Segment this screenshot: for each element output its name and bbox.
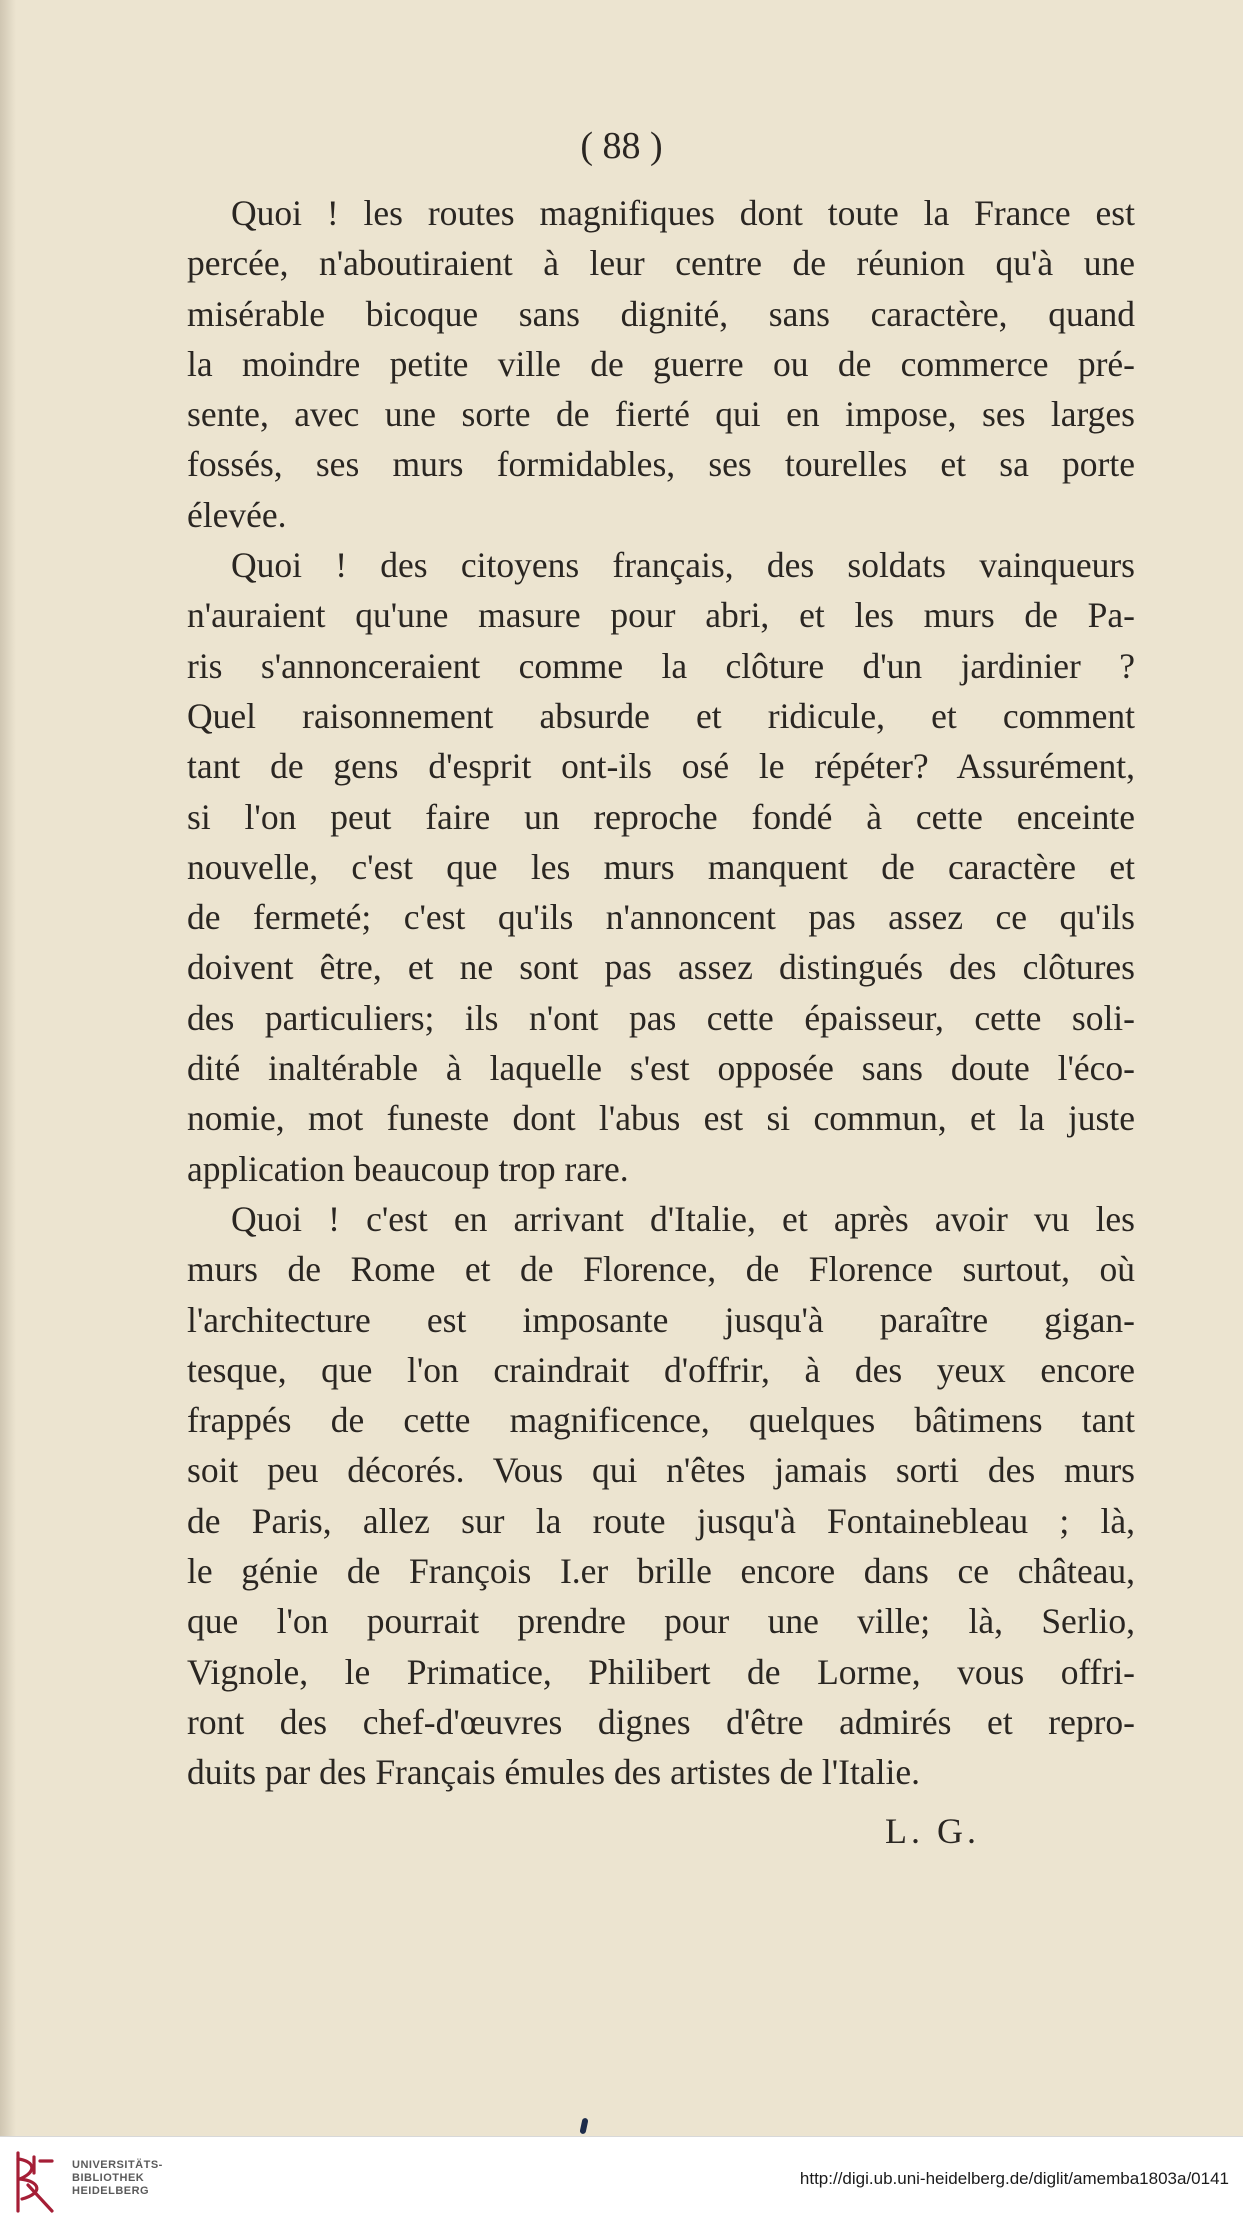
text-line: fossés, ses murs formidables, ses tourelles et sa porte [187,444,1135,485]
text-line: des particuliers; ils n'ont pas cette épaisseur, cette soli- [187,997,1135,1038]
text-line: que l'on pourrait prendre pour une ville; là, Serlio, [187,1601,1135,1642]
text-line: tesque, que l'on craindrait d'offrir, à des yeux encore [187,1349,1135,1390]
text-line: dité inaltérable à laquelle s'est opposée sans doute l'éco- [187,1048,1135,1089]
text-line: si l'on peut faire un reproche fondé à cette enceinte [187,796,1135,837]
author-signature: L. G. [885,1811,980,1851]
text-line: doivent être, et ne sont pas assez distingués des clôtures [187,947,1135,988]
text-line: frappés de cette magnificence, quelques bâtimens tant [187,1400,1135,1441]
text-line: de Paris, allez sur la route jusqu'à Fontainebleau ; là, [187,1500,1135,1541]
university-library-logo-icon [12,2149,62,2215]
text-line: sente, avec une sorte de fierté qui en impose, ses larges [187,394,1135,435]
text-line: nouvelle, c'est que les murs manquent de caractère et [187,846,1135,887]
text-line: murs de Rome et de Florence, de Florence surtout, où [187,1249,1135,1290]
text-line: Vignole, le Primatice, Philibert de Lorme, vous offri- [187,1651,1135,1692]
page-number: ( 88 ) [580,125,663,167]
viewer-footer [0,2136,1243,2226]
library-name-line: HEIDELBERG [72,2185,150,2197]
text-line: percée, n'aboutiraient à leur centre de réunion qu'à une [187,243,1135,284]
library-name [72,2159,163,2198]
text-line: duits par des Français émules des artistes de l'Italie. [187,1752,920,1793]
text-line: ris s'annonceraient comme la clôture d'un jardinier ? [187,645,1135,686]
text-line: la moindre petite ville de guerre ou de commerce pré- [187,343,1135,384]
text-line: Quoi ! des citoyens français, des soldats vainqueurs [231,545,1135,586]
text-line: nomie, mot funeste dont l'abus est si commun, et la juste [187,1098,1135,1139]
text-line: application beaucoup trop rare. [187,1148,629,1189]
text-line: tant de gens d'esprit ont-ils osé le répéter? Assurément, [187,746,1135,787]
text-line: Quoi ! c'est en arrivant d'Italie, et après avoir vu les [231,1198,1135,1239]
text-line: Quel raisonnement absurde et ridicule, et comment [187,695,1135,736]
text-line: l'architecture est imposante jusqu'à paraître gigan- [187,1299,1135,1340]
body-text [187,188,1135,1798]
text-line: Quoi ! les routes magnifiques dont toute la France est [231,193,1135,233]
text-line: élevée. [187,494,287,535]
permalink-url[interactable]: http://digi.ub.uni-heidelberg.de/diglit/amemba1803a/0141 [799,2169,1229,2188]
library-name-line: UNIVERSITÄTS- [72,2159,163,2171]
library-name-line: BIBLIOTHEK [72,2172,145,2184]
text-line: de fermeté; c'est qu'ils n'annoncent pas assez ce qu'ils [187,897,1135,938]
text-line: le génie de François I.er brille encore dans ce château, [187,1551,1135,1592]
text-line: soit peu décorés. Vous qui n'êtes jamais sorti des murs [187,1450,1135,1491]
text-line: misérable bicoque sans dignité, sans caractère, quand [187,293,1135,334]
text-line: ront des chef-d'œuvres dignes d'être admirés et repro- [187,1701,1135,1742]
text-line: n'auraient qu'une masure pour abri, et les murs de Pa- [187,595,1135,636]
